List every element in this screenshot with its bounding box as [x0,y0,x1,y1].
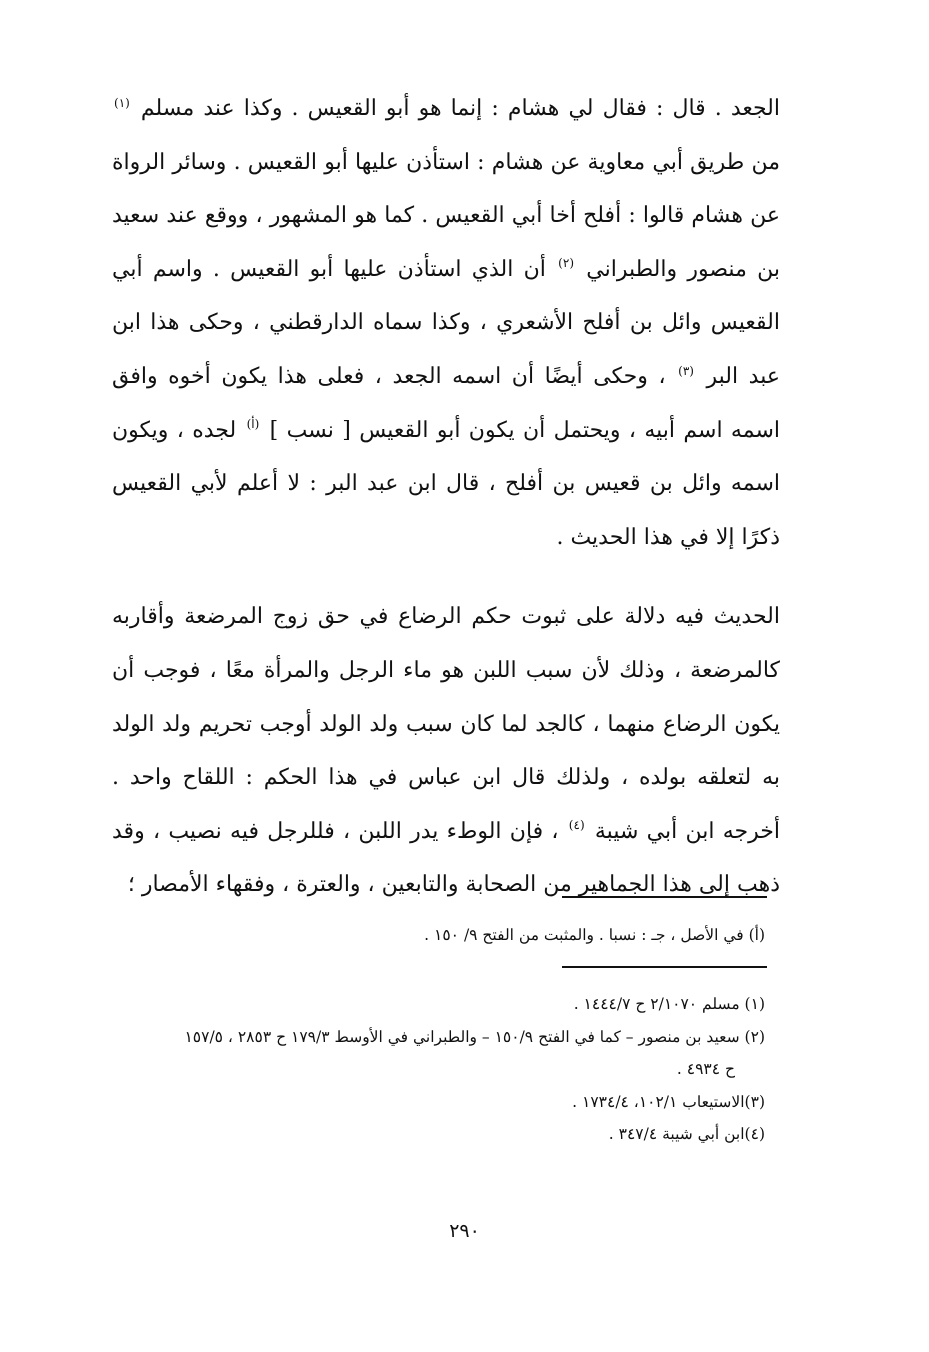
paragraph-1-text-2: من طريق أبي معاوية عن هشام : استأذن عليها أبو القعيس . وسائر الرواة عن هشام قالوا : أفلح أخا أبي القعيس . كما هو المشهور ، ووقع عند سعيد بن منصور والطبراني [112,149,780,282]
footnote-marker-2: (٢) [558,256,574,271]
variant-marker-a: (أ) [246,417,260,432]
footnote-1-text: (١) مسلم ٢/١٠٧٠ ح ١٤٤٤/٧ . [573,995,765,1013]
paragraph-2 [112,590,780,912]
footnote-marker-3: (٣) [678,363,694,378]
paragraph-1-text-4: ، وحكى أيضًا أن اسمه الجعد ، فعلى هذا يكون أخوه وافق اسمه اسم أبيه ، ويحتمل أن يكون أبو القعيس [ نسب ] [112,363,780,443]
footnote-2-continuation: ح ٤٩٣٤ . [676,1060,735,1078]
footnote-2 [105,1021,765,1086]
paragraph-1 [112,82,780,564]
paragraph-1-text-3: أن الذي استأذن عليها أبو القعيس . واسم أبي القعيس وائل بن أفلح الأشعري ، وكذا سماه الدارقطني ، وحكى هذا ابن عبد البر [112,256,780,389]
paragraph-1-text-1: الجعد . قال : فقال لي هشام : إنما هو أبو القعيس . وكذا عند مسلم [140,96,780,121]
paragraph-2-text-2: ، فإن الوطء يدر اللبن ، فللرجل فيه نصيب ، وقد ذهب إلى هذا الجماهير من الصحابة والتابعين ، والعترة ، وفقهاء الأمصار ؛ [112,818,780,898]
footnote-3 [105,1086,765,1119]
footnotes [105,988,765,1151]
footnote-separator-top [562,896,767,898]
paragraph-2-text-1: الحديث فيه دلالة على ثبوت حكم الرضاع في حق زوج المرضعة وأقاربه كالمرضعة ، وذلك لأن سبب اللبن هو ماء الرجل والمرأة معًا ، فوجب أن يكون الرضاع منهما ، كالجد لما كان سبب ولد الولد أوجب تحريم ولد الولد به لتعلقه بولده ، ولذلك قال ابن عباس في هذا الحكم : اللقاح واحد . أخرجه ابن أبي شيبة [112,604,781,844]
page-number: ٢٩٠ [449,1220,480,1242]
footnote-4-text: (٤)ابن أبي شيبة ٣٤٧/٤ . [608,1125,765,1143]
footnote-3-text: (٣)الاستيعاب ١٠٢/١، ١٧٣٤/٤ . [572,1092,765,1111]
footnote-separator-bottom [562,966,767,968]
footnote-1 [105,988,765,1021]
footnote-4 [105,1118,765,1151]
paragraph-1-text-5: لجده ، ويكون اسمه وائل بن قعيس بن أفلح ، قال ابن عبد البر : لا أعلم لأبي القعيس ذكرًا إلا في هذا الحديث . [112,417,780,550]
footnote-2-text: (٢) سعيد بن منصور – كما في الفتح ١٥٠/٩ – والطبراني في الأوسط ١٧٩/٣ ح ٢٨٥٣ ، ١٥٧/٥ [184,1027,765,1046]
footnote-marker-4: (٤) [568,818,585,833]
footnote-marker-1: (١) [114,95,130,110]
main-text [112,82,780,912]
variant-note: (أ) في الأصل ، جـ : نسبا . والمثبت من الفتح ٩/ ١٥٠ . [424,926,765,944]
